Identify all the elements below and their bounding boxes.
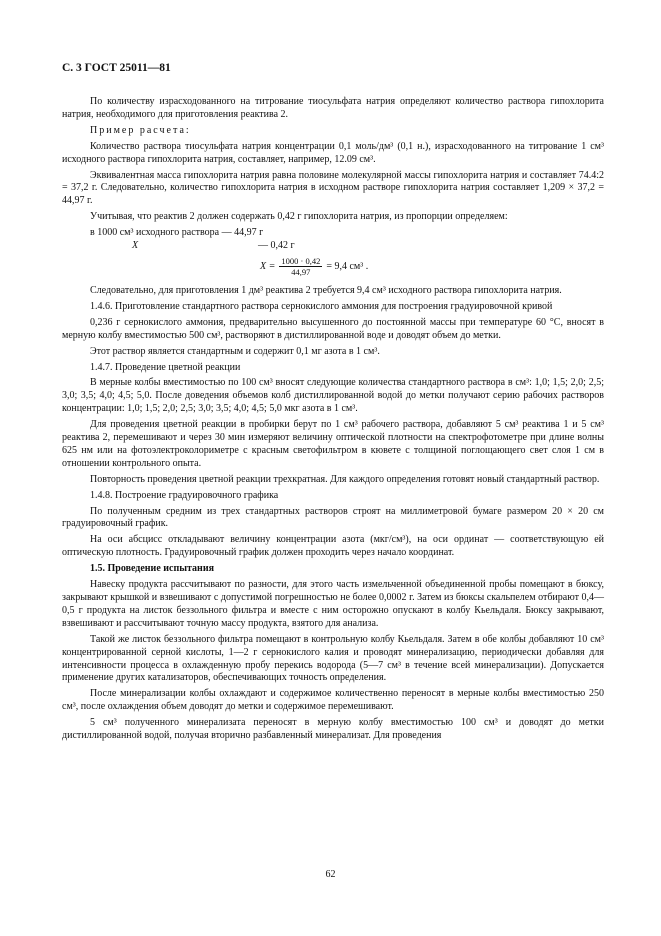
proportion-x: X: [132, 240, 139, 252]
paragraph-cooling: После минерализации колбы охлаждают и содержимое количественно переносят в мерные колбы вместимостью 250 см³, после охлаждения объем доводят до метки и содержимое перемешивают.: [62, 688, 604, 713]
formula-fraction: [279, 256, 322, 277]
paragraph-flasks: В мерные колбы вместимостью по 100 см³ вносят следующие количества стандартного раствора в см³: 1,0; 1,5; 2,0; 2,5; 3,0; 3,5; 4,0; 4,5; 5,0. После доведения объемов колб дистиллированной водой до метки получают серию рабочих растворов концентрации: 1,0; 1,5; 2,0; 2,5; 3,0; 3,5; 4,0; 4,5; 5,0 мкг азота в 1 см³.: [62, 377, 604, 415]
section-heading-1-5: 1.5. Проведение испытания: [90, 563, 214, 575]
proportion-line-2: [62, 240, 604, 253]
paragraph-titration: По количеству израсходованного на титрование тиосульфата натрия определяют количество раствора гипохлорита натрия, необходимого для приготовления реактива 2.: [62, 96, 604, 120]
paragraph-repeatability: Повторность проведения цветной реакции трехкратная. Для каждого определения готовят новый стандартный раствор.: [90, 473, 600, 485]
paragraph-equivalent-mass: Эквивалентная масса гипохлорита натрия равна половине молекулярной массы гипохлорита натрия и составляет 74.4:2 = 37,2 г. Следовательно, количество гипохлорита натрия в исходном растворе гипохлорита натрия составляет 1,209 × 37,2 = 44,97 г.: [62, 169, 604, 207]
paragraph-dilution: 5 см³ полученного минерализата переносят в мерную колбу вместимостью 100 см³ и доводят до метки дистиллированной водой, получая вторично разбавленный минерализат. Для проведения: [62, 717, 604, 742]
proportion-value-2: — 0,42 г: [258, 240, 295, 252]
formula-lhs: X =: [260, 260, 276, 272]
example-label: Пример расчета:: [90, 124, 191, 136]
formula-numerator: 1000 · 0,42: [281, 255, 321, 266]
clause-1-4-7: 1.4.7. Проведение цветной реакции: [90, 361, 241, 373]
paragraph-weighing: Навеску продукта рассчитывают по разности, для этого часть измельченной объединенной пробы помещают в бюксу, закрывают крышкой и взвешивают с допустимой погрешностью не более 0,0002 г. Затем из бюксы скальпелем отбирают 0,4—0,5 г продукта на листок беззольного фильтра и вместе с ним осторожно опускают в колбу Кьельдаля. Бюксу закрывают, взвешивают и рассчитывают точную массу продукта, взятого для анализа.: [62, 579, 604, 629]
paragraph-ammonium-sulfate: 0,236 г сернокислого аммония, предварительно высушенного до постоянной массы при температуре 60 °С, вносят в мерную колбу вместимостью 500 см³, растворяют в дистиллированной воде и доводят объем до метки.: [62, 316, 604, 341]
formula: [62, 256, 604, 277]
paragraph-mineralization: Такой же листок беззольного фильтра помещают в контрольную колбу Кьельдаля. Затем в обе колбы добавляют 10 см³ концентрированной серной кислоты, 1—2 г сернокислого калия и проводят минерализацию, периодически добавляя для интенсивности процесса в охлажденную пробу перекись водорода (5—7 см³ в течение всей минерализации). Допускается применение других катализаторов, обеспечивающих точность определения.: [62, 633, 604, 684]
paragraph-proportion-intro: Учитывая, что реактив 2 должен содержать 0,42 г гипохлорита натрия, из пропорции определяем:: [90, 211, 508, 223]
paragraph-example: Количество раствора тиосульфата натрия концентрации 0,1 моль/дм³ (0,1 н.), израсходованного на титрование 1 см³ исходного раствора гипохлорита натрия, составляет, например, 12.09 см³.: [62, 140, 604, 165]
clause-1-4-8: 1.4.8. Построение градуировочного графика: [90, 489, 279, 501]
proportion-line-1: в 1000 см³ исходного раствора — 44,97 г: [90, 227, 264, 239]
paragraph-color-reaction: Для проведения цветной реакции в пробирки берут по 1 см³ рабочего раствора, добавляют 5 см³ реактива 1 и 5 см³ реактива 2, перемешивают и через 30 мин измеряют величину оптической плотности на спектрофотометре при длине волны 625 нм или на фотоэлектроколориметре с красным светофильтром в кювете с толщиной поглощающего свет слоя 1 см в отношении контрольного опыта.: [62, 419, 604, 469]
paragraph-standard-solution: Этот раствор является стандартным и содержит 0,1 мг азота в 1 см³.: [90, 345, 380, 357]
proportion-block: [62, 227, 604, 253]
document-page: [62, 62, 604, 746]
paragraph-conclusion: Следовательно, для приготовления 1 дм³ реактива 2 требуется 9,4 см³ исходного раствора гипохлорита натрия.: [90, 284, 562, 296]
paragraph-axes: На оси абсцисс откладывают величину концентрации азота (мкг/см³), на оси ординат — соответствующую ей оптическую плотность. Градуировочный график должен проходить через начало координат.: [62, 534, 604, 559]
clause-1-4-6: 1.4.6. Приготовление стандартного раствора сернокислого аммония для построения градуировочной кривой: [90, 300, 553, 312]
formula-denominator: 44,97: [291, 266, 311, 277]
paragraph-graph-construction: По полученным средним из трех стандартных растворов строят на миллиметровой бумаге размером 20 × 20 см градуировочный график.: [62, 505, 604, 530]
page-header: С. 3 ГОСТ 25011—81: [62, 62, 171, 74]
formula-rhs: = 9,4 см³ .: [326, 260, 369, 272]
page-number: 62: [325, 869, 336, 880]
